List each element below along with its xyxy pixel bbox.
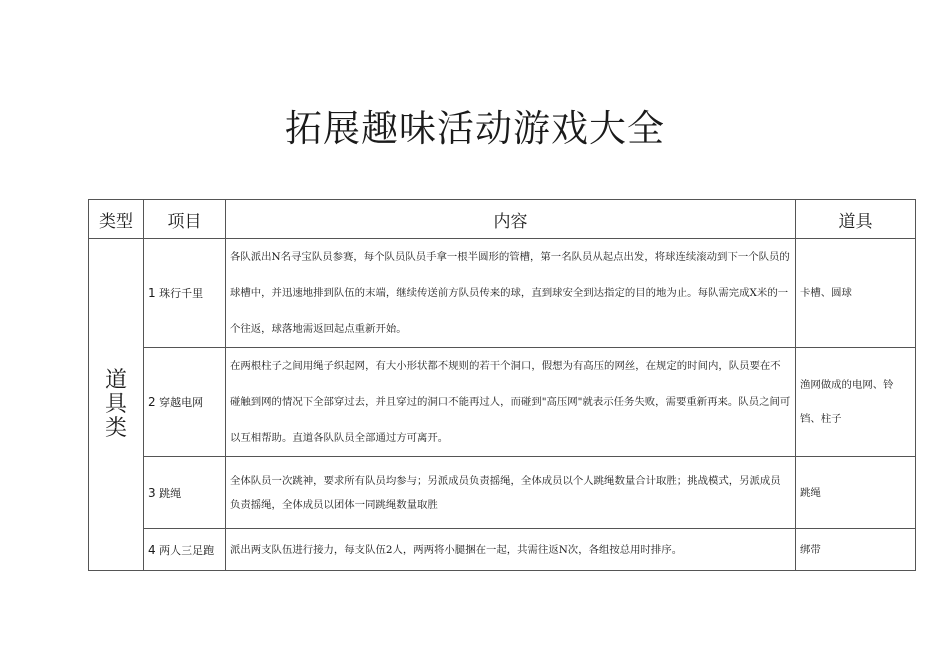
header-item: 项目 — [144, 200, 226, 239]
item-cell — [144, 239, 226, 348]
table-row — [89, 529, 916, 571]
activities-table — [88, 199, 916, 571]
item-cell — [144, 529, 226, 571]
table-header-row — [89, 200, 916, 239]
item-cell — [144, 348, 226, 457]
header-type: 类型 — [89, 200, 144, 239]
item-name: 珠行千里 — [159, 287, 204, 300]
category-label: 道具类 — [104, 367, 127, 441]
content-cell: 派出两支队伍进行接力，每支队伍2人，两两将小腿捆在一起，共需往返N次，各组按总用时排序。 — [226, 529, 796, 571]
item-name: 穿越电网 — [159, 396, 204, 409]
content-cell: 各队派出N名寻宝队员参赛，每个队员队员手拿一根半圆形的管槽，第一名队员从起点出发，将球连续滚动到下一个队员的球槽中，并迅速地排到队伍的末端，继续传送前方队员传来的球，直到球安全到达指定的目的地为止。每队需完成X米的一个往返，球落地需返回起点重新开始。 — [226, 239, 796, 348]
props-cell: 跳绳 — [796, 457, 916, 529]
item-cell — [144, 457, 226, 529]
header-props: 道具 — [796, 200, 916, 239]
item-name: 两人三足跑 — [159, 543, 215, 557]
content-cell: 全体队员一次跳神，要求所有队员均参与；另派成员负责摇绳，全体成员以个人跳绳数量合计取胜；挑战模式，另派成员负责摇绳，全体成员以团体一同跳绳数量取胜 — [226, 457, 796, 529]
props-cell: 卡槽、圆球 — [796, 239, 916, 348]
item-name: 跳绳 — [159, 486, 182, 500]
table-row — [89, 348, 916, 457]
props-cell: 渔网做成的电网、铃铛、柱子 — [796, 348, 916, 457]
item-number: 4 — [148, 542, 156, 557]
header-content: 内容 — [226, 200, 796, 239]
document-title: 拓展趣味活动游戏大全 — [285, 107, 665, 150]
item-number: 2 — [148, 395, 156, 409]
item-number: 1 — [148, 286, 156, 300]
content-cell: 在两根柱子之间用绳子织起网，有大小形状都不规则的若干个洞口，假想为有高压的网丝，在规定的时间内，队员要在不碰触到网的情况下全部穿过去，并且穿过的洞口不能再过人，而碰到"高压网"就表示任务失败，需要重新再来。队员之间可以互相帮助。直道各队队员全部通过方可离开。 — [226, 348, 796, 457]
category-cell — [89, 239, 144, 571]
props-cell: 绑带 — [796, 529, 916, 571]
table-row — [89, 239, 916, 348]
table-row — [89, 457, 916, 529]
item-number: 3 — [148, 485, 156, 500]
